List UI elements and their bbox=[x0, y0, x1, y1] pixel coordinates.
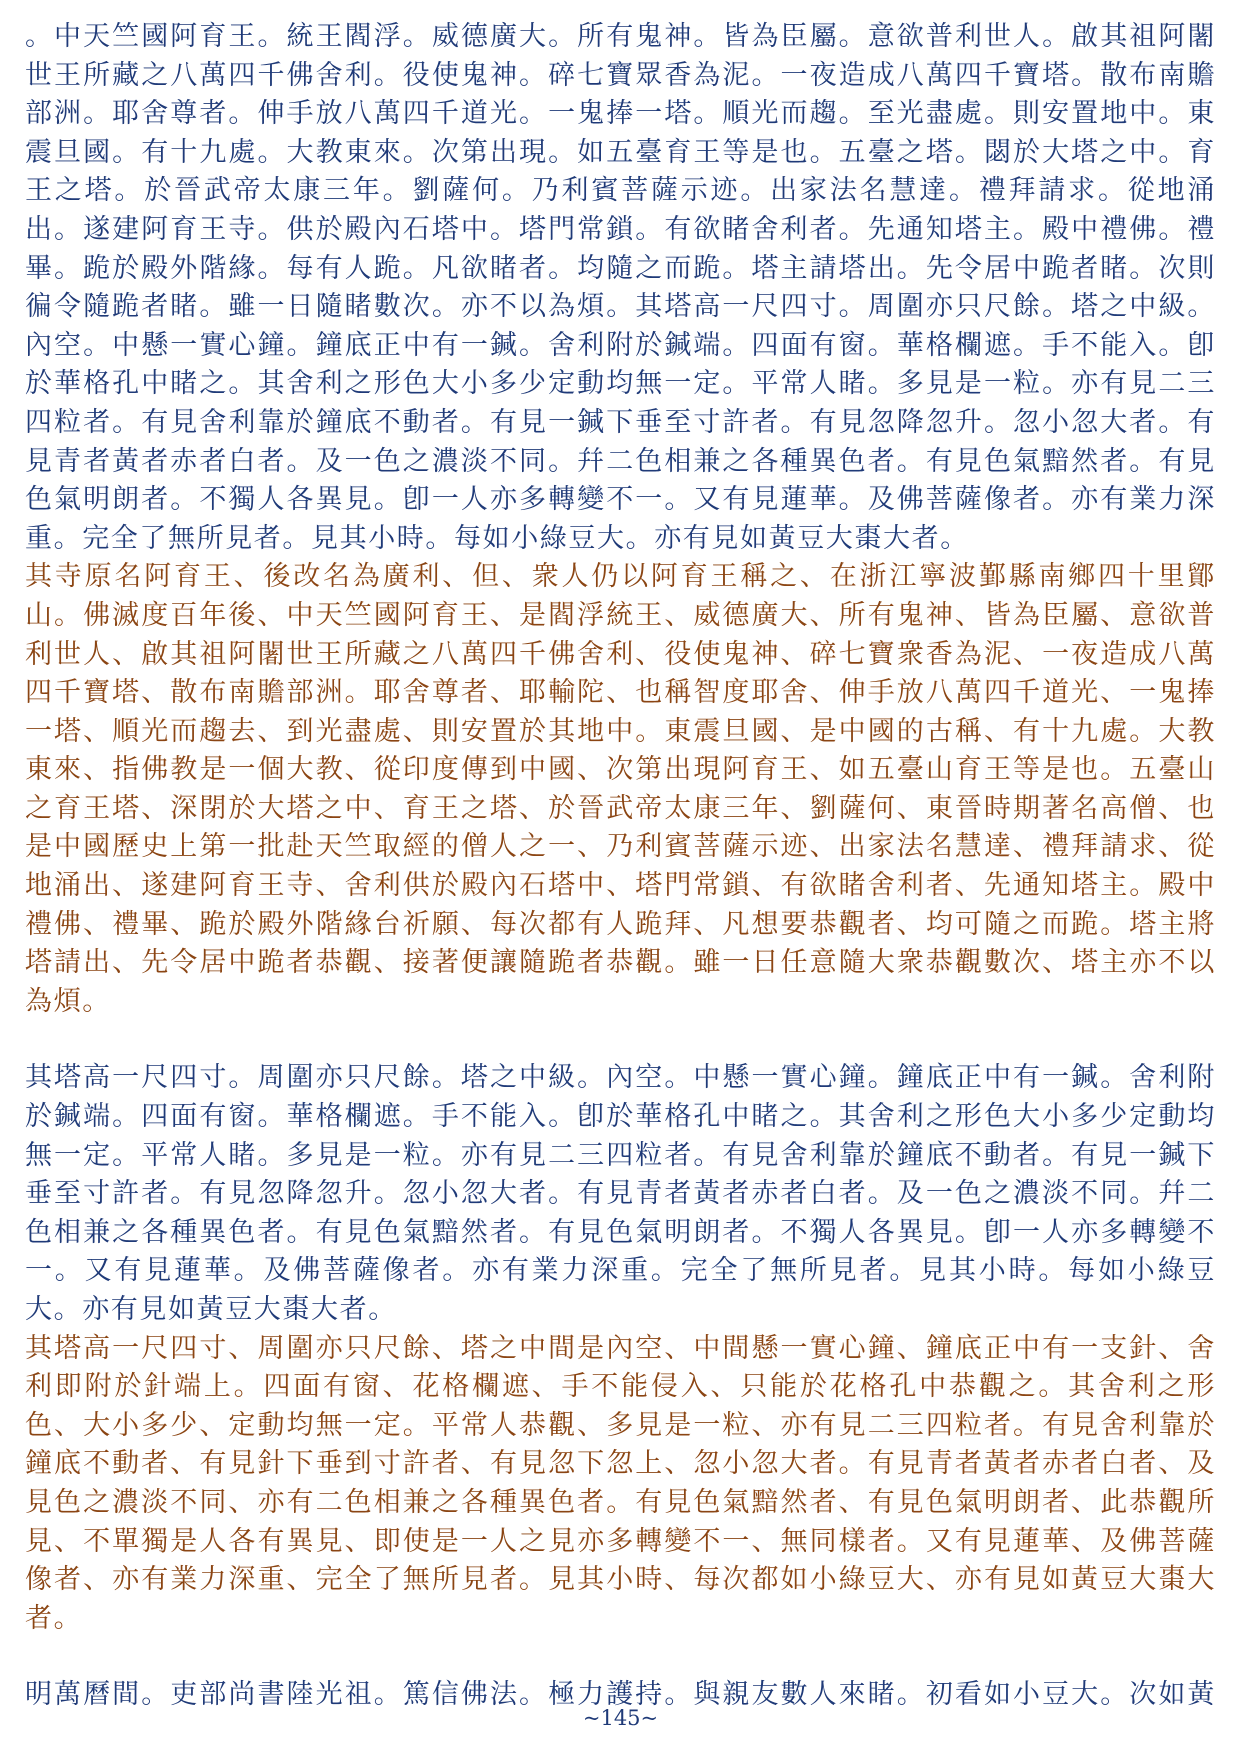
paragraph-1-classical-text: 。中天竺國阿育王。統王閻浮。威德廣大。所有鬼神。皆為臣屬。意欲普利世人。啟其祖阿闍世王所藏之八萬四千佛舍利。役使鬼神。碎七寶眾香為泥。一夜造成八萬四千寶塔。散布南贍部洲。耶舍尊者。伸手放八萬四千道光。一鬼捧一塔。順光而趨。至光盡處。則安置地中。東震旦國。有十九處。大教東來。次第出現。如五臺育王等是也。五臺之塔。閟於大塔之中。育王之塔。於晉武帝太康三年。劉薩何。乃利賓菩薩示迹。出家法名慧達。禮拜請求。從地涌出。遂建阿育王寺。供於殿內石塔中。塔門常鎖。有欲睹舍利者。先通知塔主。殿中禮佛。禮畢。跪於殿外階緣。每有人跪。凡欲睹者。均隨之而跪。塔主請塔出。先令居中跪者睹。次則徧令隨跪者睹。雖一日隨睹數次。亦不以為煩。其塔高一尺四寸。周圍亦只尺餘。塔之中級。內空。中懸一實心鐘。鐘底正中有一鍼。舍利附於鍼端。四面有窗。華格欄遮。手不能入。卽於華格孔中睹之。其舍利之形色大小多少定動均無一定。平常人睹。多見是一粒。亦有見二三四粒者。有見舍利靠於鐘底不動者。有見一鍼下垂至寸許者。有見忽降忽升。忽小忽大者。有見青者黃者赤者白者。及一色之濃淡不同。幷二色相兼之各種異色者。有見色氣黯然者。有見色氣明朗者。不獨人各異見。卽一人亦多轉變不一。又有見蓮華。及佛菩薩像者。亦有業力深重。完全了無所見者。見其小時。每如小綠豆大。亦有見如黃豆大棗大者。 bbox=[25, 21, 1216, 554]
page-number: ~145~ bbox=[582, 1706, 659, 1730]
paragraph-2-commentary: 其寺原名阿育王、後改名為廣利、但、衆人仍以阿育王稱之、在浙江寧波鄞縣南鄉四十里鄮山。佛滅度百年後、中天竺國阿育王、是閻浮統王、威德廣大、所有鬼神、皆為臣屬、意欲普利世人、啟其祖阿闍世王所藏之八萬四千佛舍利、役使鬼神、碎七寶衆香為泥、一夜造成八萬四千寶塔、散布南贍部洲。耶舍尊者、耶輸陀、也稱智度耶舍、伸手放八萬四千道光、一鬼捧一塔、順光而趨去、到光盡處、則安置於其地中。東震旦國、是中國的古稱、有十九處。大教東來、指佛教是一個大教、從印度傳到中國、次第出現阿育王、如五臺山育王等是也。五臺山之育王塔、深閉於大塔之中、育王之塔、於晉武帝太康三年、劉薩何、東晉時期著名高僧、也是中國歷史上第一批赴天竺取經的僧人之一、乃利賓菩薩示迹、出家法名慧達、禮拜請求、從地涌出、遂建阿育王寺、舍利供於殿內石塔中、塔門常鎖、有欲睹舍利者、先通知塔主。殿中禮佛、禮畢、跪於殿外階緣台祈願、每次都有人跪拜、凡想要恭觀者、均可隨之而跪。塔主將塔請出、先令居中跪者恭觀、接著便讓隨跪者恭觀。雖一日任意隨大衆恭觀數次、塔主亦不以為煩。 bbox=[25, 561, 1216, 1017]
paragraph-gap bbox=[25, 1021, 1216, 1059]
paragraph-5-classical-text: 明萬曆間。吏部尚書陸光祖。篤信佛法。極力護持。與親友數人來睹。初看如小豆大。次如黃 bbox=[25, 1679, 1216, 1711]
paragraph-3-classical-text: 其塔高一尺四寸。周圍亦只尺餘。塔之中級。內空。中懸一實心鐘。鐘底正中有一鍼。舍利附於鍼端。四面有窗。華格欄遮。手不能入。卽於華格孔中睹之。其舍利之形色大小多少定動均無一定。平常人睹。多見是一粒。亦有見二三四粒者。有見舍利靠於鐘底不動者。有見一鍼下垂至寸許者。有見忽降忽升。忽小忽大者。有見青者黃者赤者白者。及一色之濃淡不同。幷二色相兼之各種異色者。有見色氣黯然者。有見色氣明朗者。不獨人各異見。卽一人亦多轉變不一。又有見蓮華。及佛菩薩像者。亦有業力深重。完全了無所見者。見其小時。每如小綠豆大。亦有見如黃豆大棗大者。 bbox=[25, 1062, 1216, 1325]
paragraph-gap bbox=[25, 1638, 1216, 1676]
paragraph-4-commentary: 其塔高一尺四寸、周圍亦只尺餘、塔之中間是內空、中間懸一實心鐘、鐘底正中有一支針、舍利即附於針端上。四面有窗、花格欄遮、手不能侵入、只能於花格孔中恭觀之。其舍利之形色、大小多少、定動均無一定。平常人恭觀、多見是一粒、亦有見二三四粒者。有見舍利靠於鐘底不動者、有見針下垂到寸許者、有見忽下忽上、忽小忽大者。有見青者黃者赤者白者、及見色之濃淡不同、亦有二色相兼之各種異色者。有見色氣黯然者、有見色氣明朗者、此恭觀所見、不單獨是人各有異見、即使是一人之見亦多轉變不一、無同樣者。又有見蓮華、及佛菩薩像者、亦有業力深重、完全了無所見者。見其小時、每次都如小綠豆大、亦有見如黃豆大棗大者。 bbox=[25, 1332, 1216, 1634]
document-page bbox=[25, 18, 1216, 1718]
